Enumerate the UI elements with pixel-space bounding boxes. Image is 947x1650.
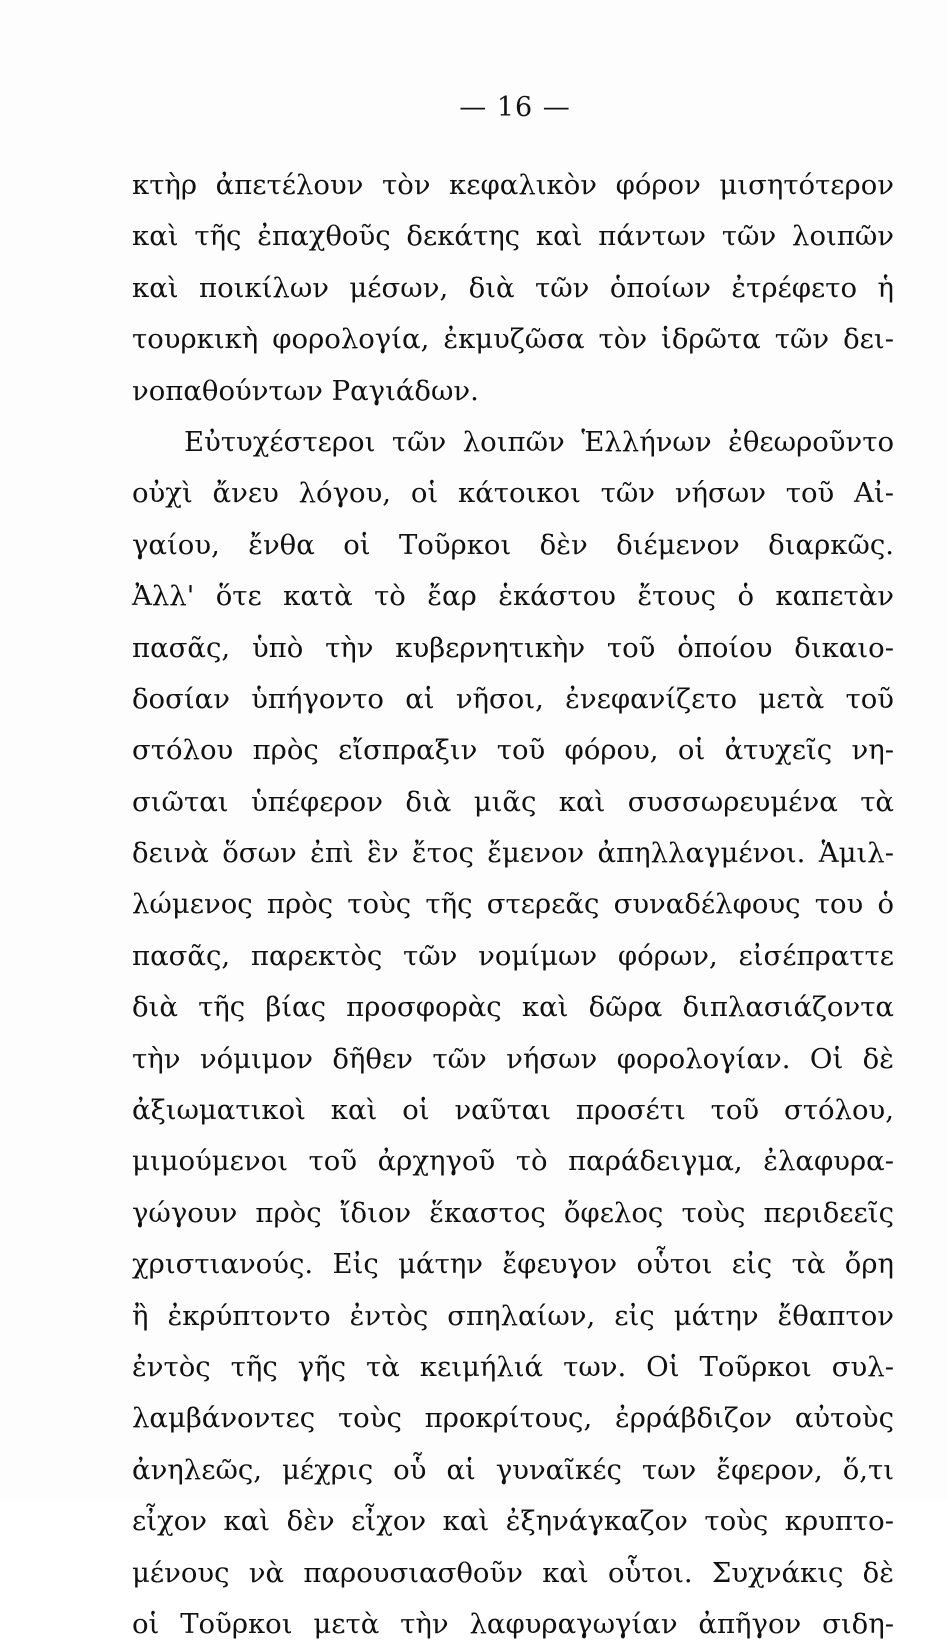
text-line: κτὴρ ἀπετέλουν τὸν κεφαλικὸν φόρον μισητότερον — [132, 169, 894, 201]
text-line: μένους νὰ παρουσιασθοῦν καὶ οὗτοι. Συχνάκις δὲ — [132, 1556, 894, 1589]
text-line: γώγουν πρὸς ἴδιον ἕκαστος ὄφελος τοὺς περιδεεῖς — [132, 1196, 894, 1229]
text-line: ἀνηλεῶς, μέχρις οὗ αἱ γυναῖκές των ἔφερον, ὅ,τι — [132, 1453, 894, 1486]
text-line: νοπαθούντων Ραγιάδων. — [132, 374, 479, 407]
body-text — [132, 160, 894, 1650]
text-line: λαμβάνοντες τοὺς προκρίτους, ἐρράβδιζον αὐτοὺς — [132, 1402, 894, 1435]
text-line: χριστιανούς. Εἰς μάτην ἔφευγον οὗτοι εἰς τὰ ὄρη — [132, 1248, 894, 1281]
text-line: ἐντὸς τῆς γῆς τὰ κειμήλιά των. Οἱ Τοῦρκοι συλ- — [132, 1350, 894, 1383]
text-line: σιῶται ὑπέφερον διὰ μιᾶς καὶ συσσωρευμένα τὰ — [132, 785, 894, 818]
text-line: πασᾶς, παρεκτὸς τῶν νομίμων φόρων, εἰσέπραττε — [132, 939, 894, 972]
text-line: οἱ Τοῦρκοι μετὰ τὴν λαφυραγωγίαν ἀπῆγον σιδη- — [132, 1607, 894, 1640]
text-line: διὰ τῆς βίας προσφορὰς καὶ δῶρα διπλασιάζοντα — [132, 991, 894, 1024]
text-line: δοσίαν ὑπήγοντο αἱ νῆσοι, ἐνεφανίζετο μετὰ τοῦ — [132, 682, 894, 715]
text-line: λώμενος πρὸς τοὺς τῆς στερεᾶς συναδέλφους του ὁ — [132, 888, 894, 921]
text-line: τουρκικὴ φορολογία, ἐκμυζῶσα τὸν ἱδρῶτα τῶν δει- — [132, 323, 894, 356]
text-line: Εὐτυχέστεροι τῶν λοιπῶν Ἑλλήνων ἐθεωροῦντο — [184, 425, 894, 458]
text-line: Ἀλλ' ὅτε κατὰ τὸ ἔαρ ἑκάστου ἔτους ὁ καπετὰν — [132, 580, 894, 613]
text-line: εἶχον καὶ δὲν εἶχον καὶ ἐξηνάγκαζον τοὺς κρυπτο- — [132, 1505, 894, 1538]
text-line: καὶ τῆς ἐπαχθοῦς δεκάτης καὶ πάντων τῶν λοιπῶν — [132, 220, 894, 253]
text-line: γαίου, ἔνθα οἱ Τοῦρκοι δὲν διέμενον διαρκῶς. — [132, 528, 894, 561]
text-line: οὐχὶ ἄνευ λόγου, οἱ κάτοικοι τῶν νήσων τοῦ Αἰ- — [132, 477, 894, 510]
text-line: δεινὰ ὅσων ἐπὶ ἓν ἔτος ἔμενον ἀπηλλαγμένοι. Ἁμιλ- — [132, 837, 894, 870]
text-line: στόλου πρὸς εἴσπραξιν τοῦ φόρου, οἱ ἀτυχεῖς νη- — [132, 734, 894, 767]
text-line: μιμούμενοι τοῦ ἀρχηγοῦ τὸ παράδειγμα, ἐλαφυρα- — [132, 1145, 894, 1178]
text-line: πασᾶς, ὑπὸ τὴν κυβερνητικὴν τοῦ ὁποίου δικαιο- — [132, 631, 894, 664]
text-line: καὶ ποικίλων μέσων, διὰ τῶν ὁποίων ἐτρέφετο ἡ — [132, 271, 894, 304]
text-line: ἢ ἐκρύπτοντο ἐντὸς σπηλαίων, εἰς μάτην ἔθαπτον — [132, 1299, 894, 1332]
text-line: τὴν νόμιμον δῆθεν τῶν νήσων φορολογίαν. Οἱ δὲ — [132, 1042, 894, 1075]
page-number: — 16 — — [459, 92, 571, 123]
text-line: ἀξιωματικοὶ καὶ οἱ ναῦται προσέτι τοῦ στόλου, — [132, 1094, 894, 1127]
